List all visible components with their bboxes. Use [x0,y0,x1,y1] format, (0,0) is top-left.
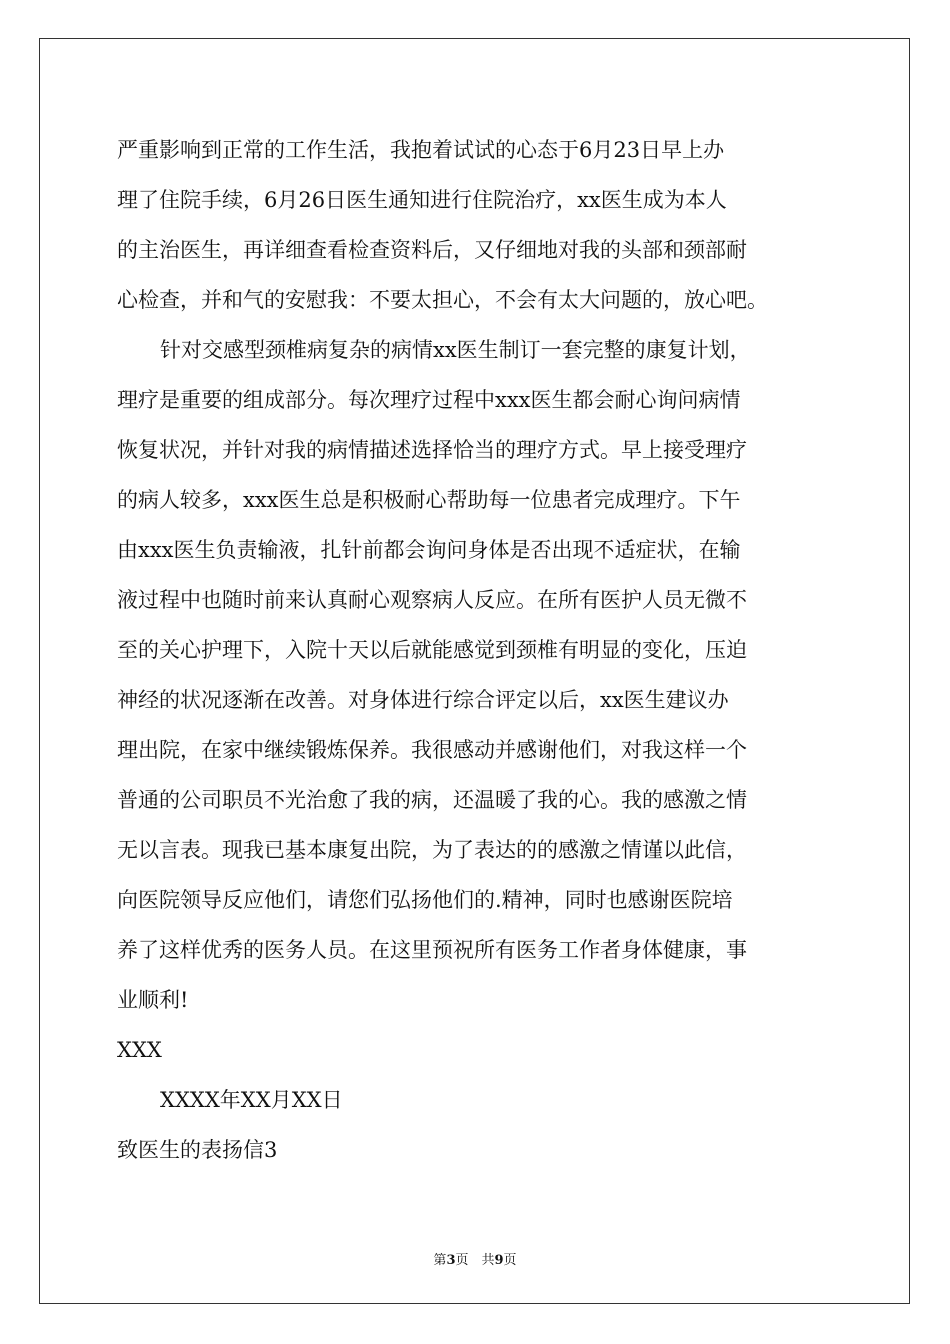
body-line: 恢复状况，并针对我的病情描述选择恰当的理疗方式。早上接受理疗 [117,438,747,462]
section-heading: 致医生的表扬信3 [117,1138,278,1162]
paragraph-start-line: 针对交感型颈椎病复杂的病情xx医生制订一套完整的康复计划， [160,338,751,362]
body-line: 心检查，并和气的安慰我：不要太担心，不会有太大问题的，放心吧。 [117,288,768,312]
body-line: 液过程中也随时前来认真耐心观察病人反应。在所有医护人员无微不 [117,588,747,612]
body-line: 养了这样优秀的医务人员。在这里预祝所有医务工作者身体健康，事 [117,938,747,962]
body-line: 的病人较多，xxx医生总是积极耐心帮助每一位患者完成理疗。下午 [117,488,741,512]
body-line: 无以言表。现我已基本康复出院，为了表达的的感激之情谨以此信， [117,838,747,862]
body-line: 的主治医生，再详细查看检查资料后，又仔细地对我的头部和颈部耐 [117,238,747,262]
body-line: 向医院领导反应他们，请您们弘扬他们的.精神，同时也感谢医院培 [117,888,733,912]
page-border [39,38,910,1304]
signature: XXX [117,1038,162,1062]
body-line: 业顺利! [117,988,189,1012]
body-line: 严重影响到正常的工作生活，我抱着试试的心态于6月23日早上办 [117,138,725,162]
body-line: 理疗是重要的组成部分。每次理疗过程中xxx医生都会耐心询问病情 [117,388,741,412]
page-current: 3 [446,1253,456,1268]
body-line: 由xxx医生负责输液，扎针前都会询问身体是否出现不适症状，在输 [117,538,741,562]
page-footer [0,1249,950,1268]
page-suffix: 页 [503,1253,517,1268]
letter-date: XXXX年XX月XX日 [160,1088,343,1112]
body-line: 普通的公司职员不光治愈了我的病，还温暖了我的心。我的感激之情 [117,788,747,812]
body-line: 神经的状况逐渐在改善。对身体进行综合评定以后，xx医生建议办 [117,688,729,712]
page-prefix: 第 [433,1253,447,1268]
body-line: 理了住院手续，6月26日医生通知进行住院治疗，xx医生成为本人 [117,188,727,212]
page-total: 9 [494,1253,504,1268]
page-mid: 页 共 [455,1253,495,1268]
body-line: 理出院，在家中继续锻炼保养。我很感动并感谢他们，对我这样一个 [117,738,747,762]
body-line: 至的关心护理下，入院十天以后就能感觉到颈椎有明显的变化，压迫 [117,638,747,662]
